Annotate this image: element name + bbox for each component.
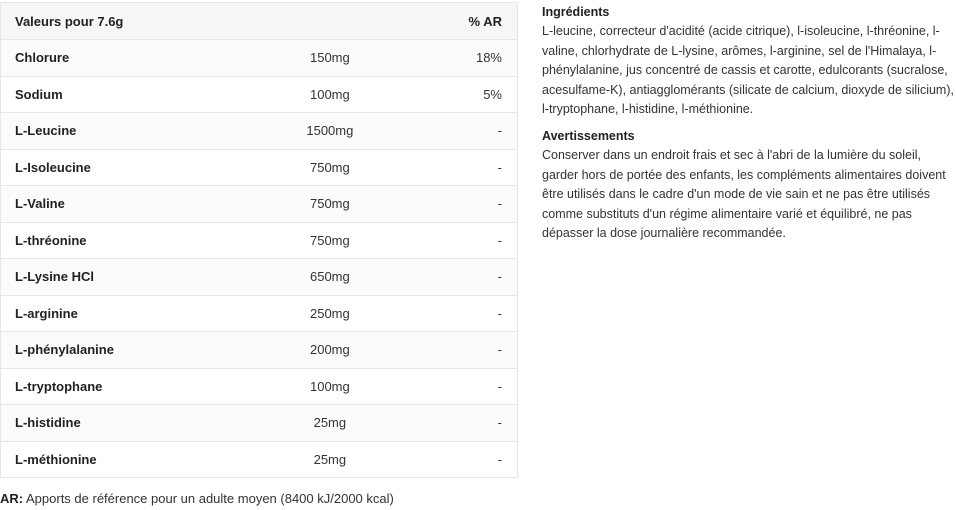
table-row	[1, 149, 518, 186]
row-amount: 100mg	[226, 368, 434, 405]
row-amount: 200mg	[226, 332, 434, 369]
table-row	[1, 295, 518, 332]
row-ar: -	[434, 186, 518, 223]
product-info	[542, 4, 954, 252]
row-amount: 150mg	[226, 40, 434, 77]
row-ar: -	[434, 113, 518, 150]
ingredients-title: Ingrédients	[542, 5, 610, 19]
row-ar: 18%	[434, 40, 518, 77]
table-row	[1, 222, 518, 259]
footnote-text: Apports de référence pour un adulte moyen (8400 kJ/2000 kcal)	[23, 491, 394, 506]
row-name: L-Valine	[1, 186, 227, 223]
table-row	[1, 113, 518, 150]
table-row	[1, 186, 518, 223]
ar-footnote	[0, 491, 394, 506]
row-amount: 25mg	[226, 405, 434, 442]
row-ar: -	[434, 222, 518, 259]
row-name: L-Lysine HCl	[1, 259, 227, 296]
row-name: L-Isoleucine	[1, 149, 227, 186]
row-amount: 750mg	[226, 186, 434, 223]
warnings-text: Conserver dans un endroit frais et sec à l'abri de la lumière du soleil, garder hors de portée des enfants, les compléments alimentaires doivent être utilisés dans le cadre d'un mode de vie sain et ne pas être utilisés comme substituts d'un régime alimentaire varié et équilibré, ne pas dépasser la dose journalière recommandée.	[542, 147, 946, 241]
table-row	[1, 441, 518, 478]
table-row	[1, 368, 518, 405]
row-name: L-tryptophane	[1, 368, 227, 405]
nutrition-table	[0, 2, 518, 478]
row-amount: 750mg	[226, 222, 434, 259]
row-amount: 100mg	[226, 76, 434, 113]
row-ar: -	[434, 441, 518, 478]
row-ar: -	[434, 259, 518, 296]
row-name: L-histidine	[1, 405, 227, 442]
row-name: L-Leucine	[1, 113, 227, 150]
row-amount: 750mg	[226, 149, 434, 186]
header-amount	[226, 3, 434, 40]
table-row	[1, 332, 518, 369]
row-name: L-thréonine	[1, 222, 227, 259]
ingredients-text: L-leucine, correcteur d'acidité (acide citrique), l-isoleucine, l-thréonine, l-valine, chlorhydrate de L-lysine, arômes, l-arginine, sel de l'Himalaya, l-phénylalanine, jus concentré de cassis et carotte, edulcorants (sucralose, acesulfame-K), antiagglomérants (silicate de calcium, dioxyde de silicium), l-tryptophane, l-histidine, l-méthionine.	[542, 24, 954, 117]
row-ar: -	[434, 405, 518, 442]
row-ar: -	[434, 368, 518, 405]
row-amount: 250mg	[226, 295, 434, 332]
header-ar: % AR	[434, 3, 518, 40]
warnings-title: Avertissements	[542, 128, 635, 143]
row-name: Sodium	[1, 76, 227, 113]
row-name: L-méthionine	[1, 441, 227, 478]
row-ar: -	[434, 295, 518, 332]
row-amount: 25mg	[226, 441, 434, 478]
row-amount: 1500mg	[226, 113, 434, 150]
row-ar: 5%	[434, 76, 518, 113]
row-name: Chlorure	[1, 40, 227, 77]
table-row	[1, 76, 518, 113]
row-ar: -	[434, 332, 518, 369]
header-serving: Valeurs pour 7.6g	[1, 3, 227, 40]
row-name: L-phénylalanine	[1, 332, 227, 369]
row-amount: 650mg	[226, 259, 434, 296]
table-body	[1, 40, 518, 478]
row-name: L-arginine	[1, 295, 227, 332]
footnote-label: AR:	[0, 491, 24, 506]
row-ar: -	[434, 149, 518, 186]
table-row	[1, 40, 518, 77]
table-header-row	[1, 3, 518, 40]
table-row	[1, 259, 518, 296]
table-row	[1, 405, 518, 442]
